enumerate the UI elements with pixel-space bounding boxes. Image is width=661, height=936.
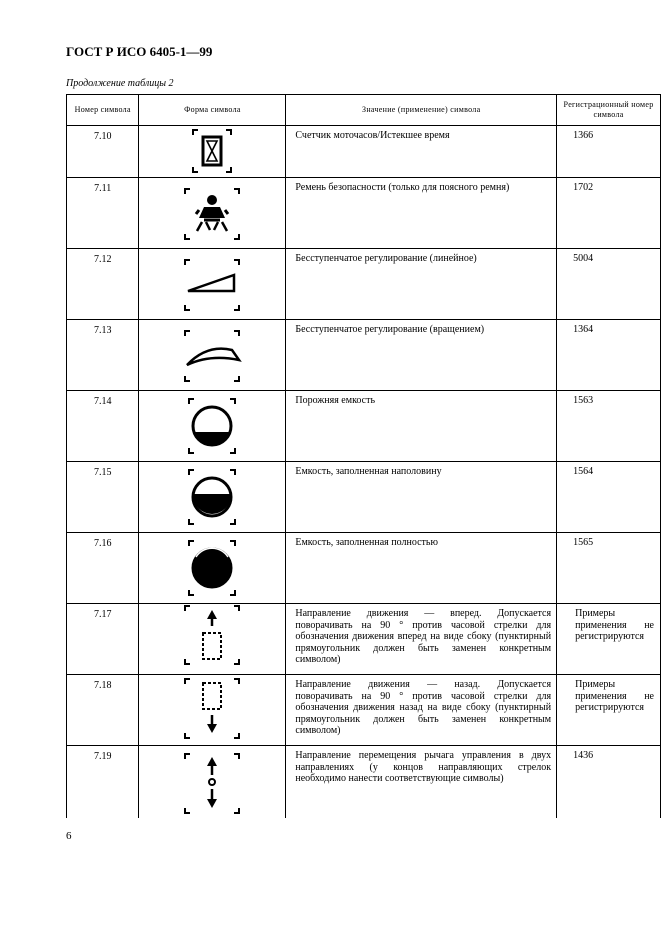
lever-two-way-icon — [182, 746, 242, 816]
symbol-meaning: Ремень безопасности (только для поясного ремня) — [286, 178, 557, 249]
col-header-meaning: Значение (применение) символа — [286, 95, 557, 126]
symbol-reg-number: 1436 — [557, 746, 661, 818]
symbol-number: 7.11 — [67, 178, 139, 249]
symbols-table — [66, 94, 661, 818]
symbol-number: 7.16 — [67, 533, 139, 604]
symbol-meaning: Емкость, заполненная наполовину — [286, 462, 557, 533]
symbol-reg-number: 1565 — [557, 533, 661, 604]
page-number: 6 — [66, 830, 72, 842]
symbol-number: 7.10 — [67, 126, 139, 178]
linear-wedge-icon — [182, 249, 242, 319]
empty-container-icon — [182, 391, 242, 461]
symbol-meaning: Направление перемещения рычага управления в двух направлениях (у концов направляющих стрелок необходимо нанести соответствующие символы) — [286, 746, 557, 818]
symbol-shape — [139, 320, 286, 391]
symbol-meaning: Бесступенчатое регулирование (линейное) — [286, 249, 557, 320]
table-row — [67, 604, 661, 675]
symbol-number: 7.17 — [67, 604, 139, 675]
half-container-icon — [182, 462, 242, 532]
seat-belt-icon — [182, 178, 242, 248]
symbol-reg-number: 1563 — [557, 391, 661, 462]
symbol-reg-number: 1364 — [557, 320, 661, 391]
table-row — [67, 533, 661, 604]
col-header-reg: Регистрационный номер символа — [557, 95, 661, 126]
table-row — [67, 126, 661, 178]
symbol-number: 7.12 — [67, 249, 139, 320]
symbol-meaning: Направление движения — назад. Допускается поворачивать на 90 ° против часовой стрелки для обозначения движения назад на виде сбоку (пунктирный прямоугольник должен быть заменен конкретным символом) — [286, 675, 557, 746]
table-row — [67, 249, 661, 320]
document-header: ГОСТ Р ИСО 6405-1—99 — [66, 44, 213, 59]
table-row — [67, 178, 661, 249]
rotary-wedge-icon — [182, 320, 242, 390]
symbol-number: 7.18 — [67, 675, 139, 746]
symbol-meaning: Бесступенчатое регулирование (вращением) — [286, 320, 557, 391]
symbol-number: 7.19 — [67, 746, 139, 818]
symbol-meaning: Счетчик моточасов/Истекшее время — [286, 126, 557, 178]
table-row — [67, 675, 661, 746]
symbol-meaning: Направление движения — вперед. Допускается поворачивать на 90 ° против часовой стрелки для обозначения движения вперед на виде сбоку (пунктирный прямоугольник должен быть заменен конкретным символом) — [286, 604, 557, 675]
hourglass-icon — [182, 126, 242, 176]
symbol-number: 7.14 — [67, 391, 139, 462]
symbol-reg-number: 1366 — [557, 126, 661, 178]
symbol-reg-number: 1702 — [557, 178, 661, 249]
full-container-icon — [182, 533, 242, 603]
symbol-shape — [139, 178, 286, 249]
table-header-row — [67, 95, 661, 126]
col-header-number: Номер символа — [67, 95, 139, 126]
symbol-number: 7.15 — [67, 462, 139, 533]
forward-motion-icon — [182, 604, 242, 674]
symbol-shape — [139, 126, 286, 178]
symbol-shape — [139, 462, 286, 533]
symbol-shape — [139, 604, 286, 675]
table-caption: Продолжение таблицы 2 — [66, 78, 174, 89]
symbol-shape — [139, 746, 286, 818]
table-row — [67, 462, 661, 533]
table-row — [67, 391, 661, 462]
symbol-number: 7.13 — [67, 320, 139, 391]
symbol-reg-number: 5004 — [557, 249, 661, 320]
table-row — [67, 320, 661, 391]
symbol-reg-number: Примеры применения не регистрируются — [557, 604, 661, 675]
table-row — [67, 746, 661, 818]
symbol-reg-number: Примеры применения не регистрируются — [557, 675, 661, 746]
symbol-shape — [139, 675, 286, 746]
symbol-shape — [139, 533, 286, 604]
symbol-shape — [139, 249, 286, 320]
backward-motion-icon — [182, 675, 242, 745]
symbol-reg-number: 1564 — [557, 462, 661, 533]
col-header-shape: Форма символа — [139, 95, 286, 126]
symbol-shape — [139, 391, 286, 462]
symbol-meaning: Емкость, заполненная полностью — [286, 533, 557, 604]
symbol-meaning: Порожняя емкость — [286, 391, 557, 462]
